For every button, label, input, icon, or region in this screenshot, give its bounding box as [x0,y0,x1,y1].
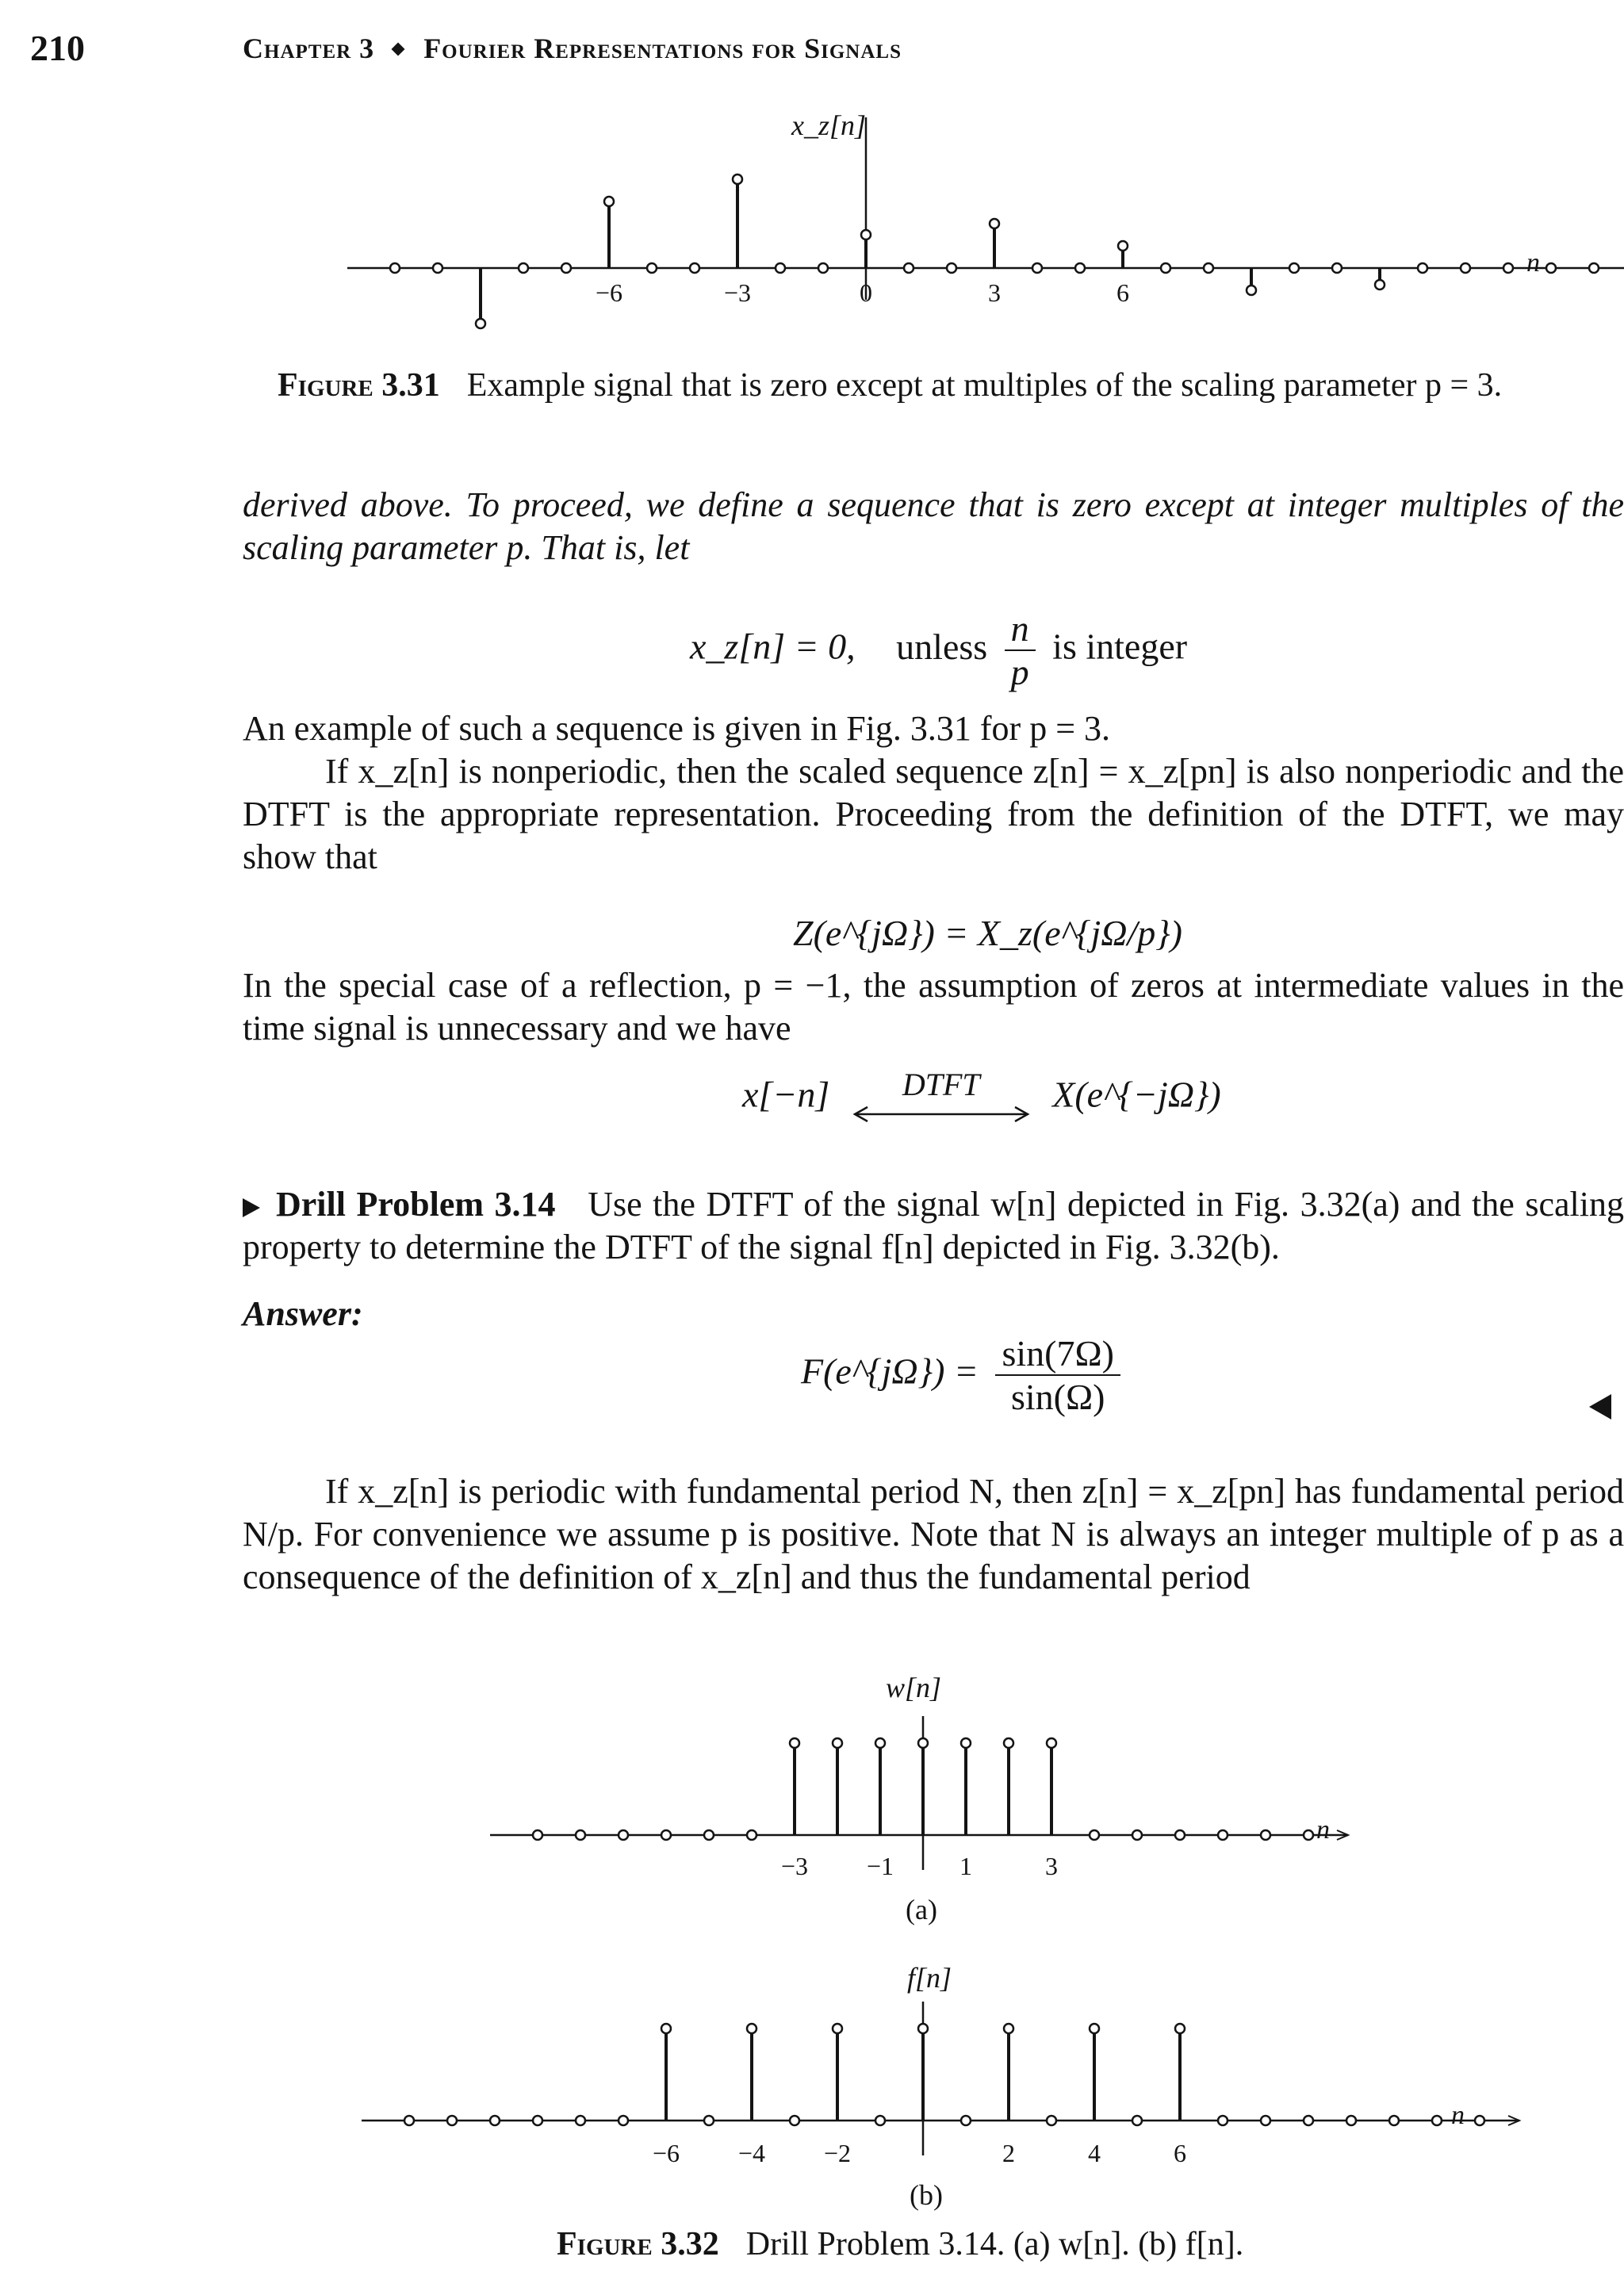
figure-3-31-caption-text: Example signal that is zero except at multiples of the scaling parameter p = 3. [466,367,1503,404]
paragraph-3: If x_z[n] is nonperiodic, then the scaled sequence z[n] = x_z[pn] is also nonperiodic and the DTFT is the appropriate representation. Proceeding from the definition of the DTFT, we may show that [243,752,1624,876]
tick-label: −6 [652,2139,680,2167]
stem-marker [1118,241,1128,251]
running-header [243,32,902,65]
stem-marker [576,2116,585,2125]
chapter-label: Chapter 3 [243,33,375,64]
stem-marker [861,230,871,239]
stem-marker [1546,263,1556,273]
stem-marker [1375,280,1385,289]
stem-marker [1589,263,1599,273]
stem-marker [1247,285,1256,295]
header-separator [392,42,405,56]
stem-marker [576,1830,585,1840]
figure-3-31-label: Figure 3.31 [278,367,440,404]
equation-1 [690,607,1187,693]
stem-marker [747,1830,756,1840]
stem-marker [790,1738,799,1748]
page-number: 210 [30,28,85,68]
stem-marker [961,2116,971,2125]
stem-marker [1418,263,1427,273]
stem-marker [533,2116,542,2125]
stem-marker [1461,263,1470,273]
stem-marker [1261,2116,1270,2125]
stem-marker [604,197,614,206]
fig332-a-signal-label: w[n] [885,1672,942,1703]
stem-marker [1475,2116,1484,2125]
paragraph-1: derived above. To proceed, we define a sequence that is zero except at integer multiples of the scaling parameter p. That is, let [243,485,1624,567]
stem-marker [519,263,528,273]
triangle-left-icon [1589,1394,1611,1420]
fig332-a-tag: (a) [906,1894,937,1925]
answer-label: Answer: [243,1294,363,1333]
stem-marker [1175,2024,1185,2033]
triangle-right-icon [243,1198,260,1217]
figure-3-31-caption [278,366,1502,404]
stem-marker [647,263,657,273]
fig332-b-axis-var: n [1451,2101,1465,2130]
eq1-lhs: x_z[n] = 0, [690,626,856,667]
stem-marker [1090,1830,1099,1840]
ans-lhs: F(e^{jΩ}) = [801,1351,979,1392]
tick-label: 1 [959,1852,972,1880]
stem-marker [1304,1830,1313,1840]
tick-label: −4 [737,2139,766,2167]
equation-3 [742,1067,1221,1126]
stem-marker [704,1830,714,1840]
double-arrow-icon [850,1105,1032,1123]
stem-marker [1004,2024,1013,2033]
stem-marker [661,2024,671,2033]
stem-marker [433,263,442,273]
stem-marker [476,319,485,328]
stem-marker [790,2116,799,2125]
stem-marker [1204,263,1213,273]
stem-marker [690,263,699,273]
tick-label: 6 [1174,2139,1186,2167]
stem-marker [1175,1830,1185,1840]
stem-marker [818,263,828,273]
stem-marker [1047,1738,1056,1748]
eq3-rhs: X(e^{−jΩ}) [1052,1074,1221,1115]
stem-marker [1032,263,1042,273]
stem-marker [1132,1830,1142,1840]
stem-marker [1090,2024,1099,2033]
stem-marker [947,263,956,273]
fig332-b-tag: (b) [910,2179,943,2211]
stem-marker [747,2024,756,2033]
stem-marker [1503,263,1513,273]
stem-marker [1432,2116,1442,2125]
tick-label: 0 [860,278,872,307]
fig332-b-signal-label: f[n] [906,1962,952,1994]
stem-marker [533,1830,542,1840]
fig331-signal-label: x_z[n] [791,109,867,141]
tick-label: −2 [823,2139,852,2167]
eq1-fraction [1005,607,1036,693]
stem-marker [619,2116,628,2125]
stem-marker [875,1738,885,1748]
eq1-unless: unless [896,626,988,667]
stem-marker [1004,1738,1013,1748]
paragraph-5: If x_z[n] is periodic with fundamental period N, then z[n] = x_z[pn] has fundamental period N/p. For convenience we assume p is positive. Note that N is always an integer multiple of p as a consequence of the definition of x_z[n] and thus the fundamental period [243,1472,1624,1596]
stem-marker [1218,1830,1228,1840]
figure-3-32-label: Figure 3.32 [557,2226,719,2262]
stem-marker [733,174,742,184]
stem-marker [1047,2116,1056,2125]
drill-problem [243,1183,1624,1269]
stem-marker [1132,2116,1142,2125]
drill-title: Drill Problem 3.14 [276,1185,556,1224]
stem-marker [1075,263,1085,273]
chapter-title: Fourier Representations for Signals [423,33,902,64]
stem-marker [1161,263,1170,273]
figure-3-32-caption [557,2225,1243,2263]
dtft-arrow-label: DTFT [902,1067,980,1102]
stem-marker [490,2116,500,2125]
stem-marker [918,1738,928,1748]
ans-fraction [995,1332,1120,1418]
tick-label: 3 [988,278,1001,307]
tick-label: −3 [723,278,752,307]
stem-marker [990,219,999,228]
figure-3-31-plot [0,95,1624,357]
figure-3-32-plot [0,1665,1624,2220]
fig331-axis-var: n [1526,248,1540,278]
stem-marker [918,2024,928,2033]
stem-marker [404,2116,414,2125]
paragraph-4: In the special case of a reflection, p = −1, the assumption of zeros at intermediate values in the time signal is unnecessary and we have [243,966,1624,1048]
stem-marker [1289,263,1299,273]
tick-label: −1 [866,1852,894,1880]
paragraph-2: An example of such a sequence is given in Fig. 3.31 for p = 3. [243,709,1111,748]
drill-text: Use the DTFT of the signal w[n] depicted in Fig. 3.32(a) and the scaling property to determine the DTFT of the signal f[n] depicted in Fig. 3.32(b). [243,1185,1624,1266]
answer-equation [801,1332,1128,1418]
stem-marker [619,1830,628,1840]
stem-marker [961,1738,971,1748]
dtft-pair-arrow [850,1067,1032,1126]
stem-marker [447,2116,457,2125]
tick-label: −3 [780,1852,809,1880]
stem-marker [1304,2116,1313,2125]
stem-marker [776,263,785,273]
stem-marker [1346,2116,1356,2125]
stem-marker [1332,263,1342,273]
stem-marker [661,1830,671,1840]
stem-marker [561,263,571,273]
stem-marker [833,1738,842,1748]
figure-3-32-caption-text: Drill Problem 3.14. (a) w[n]. (b) f[n]. [745,2226,1244,2262]
tick-label: 6 [1116,278,1129,307]
eq3-lhs: x[−n] [742,1074,830,1115]
eq1-numerator: n [1010,608,1029,649]
eq1-denominator: p [1005,649,1036,693]
ans-numerator: sin(7Ω) [1002,1333,1114,1374]
equation-2: Z(e^{jΩ}) = X_z(e^{jΩ/p}) [793,913,1182,953]
tick-label: 4 [1088,2139,1101,2167]
stem-marker [1389,2116,1399,2125]
stem-marker [390,263,400,273]
stem-marker [1261,1830,1270,1840]
stem-marker [904,263,914,273]
tick-label: −6 [595,278,623,307]
stem-marker [1218,2116,1228,2125]
stem-marker [875,2116,885,2125]
eq1-tail: is integer [1052,626,1188,667]
stem-marker [704,2116,714,2125]
tick-label: 3 [1045,1852,1058,1880]
stem-marker [833,2024,842,2033]
tick-label: 2 [1002,2139,1015,2167]
fig332-a-axis-var: n [1316,1815,1330,1845]
ans-denominator: sin(Ω) [995,1374,1120,1418]
